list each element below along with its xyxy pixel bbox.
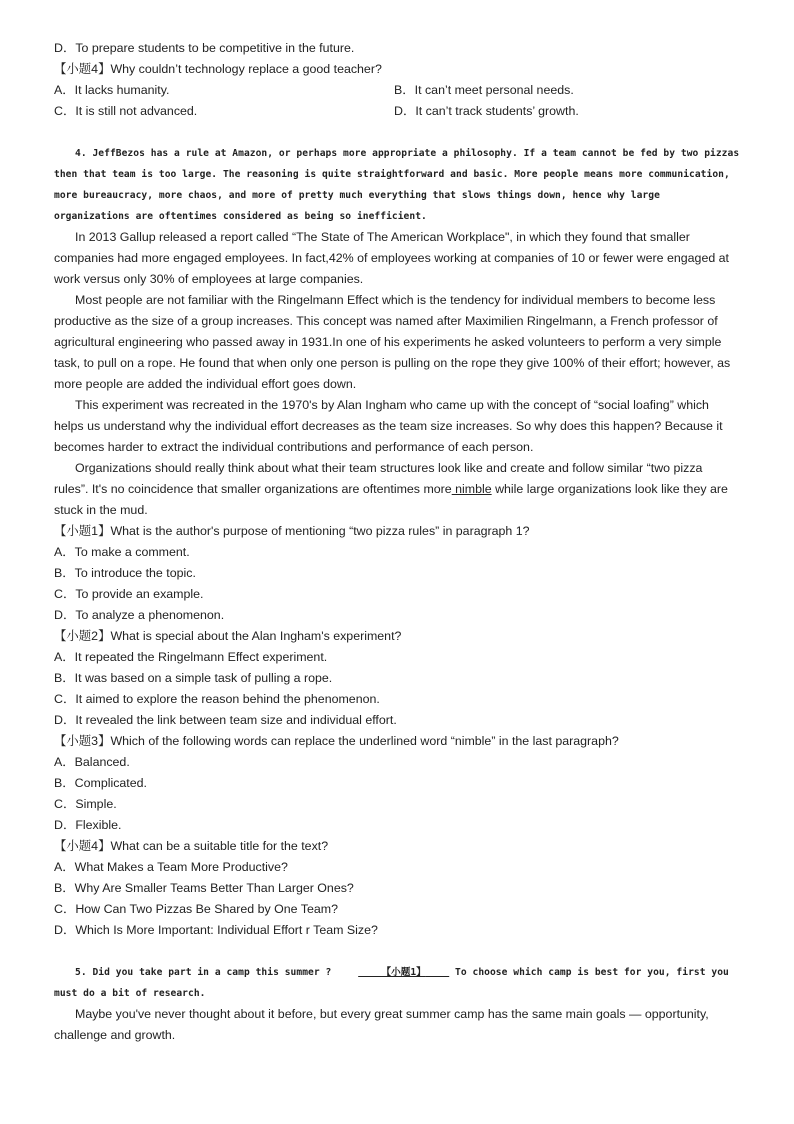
option-a: A．Balanced. bbox=[54, 755, 130, 769]
passage4-paragraph-4: This experiment was recreated in the 1970's by Alan Ingham who came up with the concept of “social loafing” which helps us understand why the individual effort decreases as the team size increases. So why does this happen? Because it becomes harder to extract the individual contributions and performance of each person. bbox=[54, 398, 723, 454]
option-a: A．To make a comment. bbox=[54, 545, 190, 559]
passage4-paragraph-2: In 2013 Gallup released a report called “The State of The American Workplace", in which they found that smaller companies had more engaged employees. In fact,42% of employees working at companies of 10 or fewer were engaged at work versus only 30% of employees at large companies. bbox=[54, 230, 729, 286]
q4-options-row-1 bbox=[54, 80, 740, 101]
question-2 bbox=[54, 626, 740, 731]
q4-option-c: C．It is still not advanced. bbox=[54, 104, 198, 118]
option-b: B．Why Are Smaller Teams Better Than Larger Ones? bbox=[54, 881, 354, 895]
question-stem: 【小题1】What is the author's purpose of mentioning “two pizza rules” in paragraph 1? bbox=[54, 524, 530, 538]
passage4-paragraph-3: Most people are not familiar with the Ringelmann Effect which is the tendency for individual members to become less productive as the size of a group increases. This concept was named after Maximilien Ringelmann, a French professor of agricultural engineering who passed away in 1931.In one of his experiments he asked volunteers to perform a very simple task, to pull on a rope. He found that when only one person is pulling on the rope they give 100% of their effort; however, as more people are added the individual effort goes down. bbox=[54, 293, 731, 391]
q4-option-b: B．It can’t meet personal needs. bbox=[394, 83, 574, 97]
option-b: B．Complicated. bbox=[54, 776, 147, 790]
option-a: A．It repeated the Ringelmann Effect experiment. bbox=[54, 650, 328, 664]
passage4-intro: 4. JeffBezos has a rule at Amazon, or perhaps more appropriate a philosophy. If a team cannot be fed by two pizzas then that team is too large. The reasoning is quite straightforward and basic. More people means more communication, more bureaucracy, more chaos, and more of pretty much everything that slows things down, hence why large organizations are oftentimes considered as being so inefficient. bbox=[54, 148, 740, 222]
option-d: D．To analyze a phenomenon. bbox=[54, 608, 225, 622]
passage5-intro bbox=[54, 962, 740, 1004]
underlined-word-nimble: nimble bbox=[451, 482, 492, 496]
option-b: B．It was based on a simple task of pulling a rope. bbox=[54, 671, 333, 685]
question-1 bbox=[54, 521, 740, 626]
q3-option-d: D．To prepare students to be competitive in the future. bbox=[54, 41, 355, 55]
passage4-paragraph-5 bbox=[54, 458, 740, 521]
question-stem: 【小题2】What is special about the Alan Ingham's experiment? bbox=[54, 629, 402, 643]
passage5-paragraph-2: Maybe you've never thought about it before, but every great summer camp has the same main goals — opportunity, challenge and growth. bbox=[54, 1007, 709, 1042]
p5-intro-before: 5. Did you take part in a camp this summer ? bbox=[75, 967, 338, 978]
option-d: D．Which Is More Important: Individual Effort r Team Size? bbox=[54, 923, 378, 937]
question-stem: 【小题3】Which of the following words can replace the underlined word “nimble” in the last paragraph? bbox=[54, 734, 619, 748]
option-c: C．It aimed to explore the reason behind the phenomenon. bbox=[54, 692, 380, 706]
option-c: C．To provide an example. bbox=[54, 587, 204, 601]
question-3 bbox=[54, 731, 740, 836]
option-a: A．What Makes a Team More Productive? bbox=[54, 860, 288, 874]
question-stem: 【小题4】What can be a suitable title for the text? bbox=[54, 839, 329, 853]
option-c: C．How Can Two Pizzas Be Shared by One Team? bbox=[54, 902, 338, 916]
option-b: B．To introduce the topic. bbox=[54, 566, 196, 580]
fill-in-blank-1 bbox=[337, 962, 449, 983]
option-d: D．It revealed the link between team size and individual effort. bbox=[54, 713, 397, 727]
q4-options-row-2 bbox=[54, 101, 740, 122]
blank-label: 【小题1】 bbox=[381, 967, 426, 978]
p5-text-before: Organizations should really think about what their team structures look like and create and follow similar “two pizza rules”. It's no coincidence that smaller organizations are oftentimes more bbox=[54, 461, 703, 496]
q4-option-a: A．It lacks humanity. bbox=[54, 83, 170, 97]
document-page bbox=[54, 38, 740, 1046]
option-d: D．Flexible. bbox=[54, 818, 122, 832]
p5-text-after: while large organizations look like they are stuck in the mud. bbox=[54, 482, 728, 517]
q4-option-d: D．It can’t track students’ growth. bbox=[394, 104, 579, 118]
option-c: C．Simple. bbox=[54, 797, 117, 811]
q4-stem: 【小题4】Why couldn’t technology replace a good teacher? bbox=[54, 62, 382, 76]
p5-intro-after: To choose which camp is best for you, first you must do a bit of research. bbox=[54, 967, 729, 999]
question-4 bbox=[54, 836, 740, 941]
